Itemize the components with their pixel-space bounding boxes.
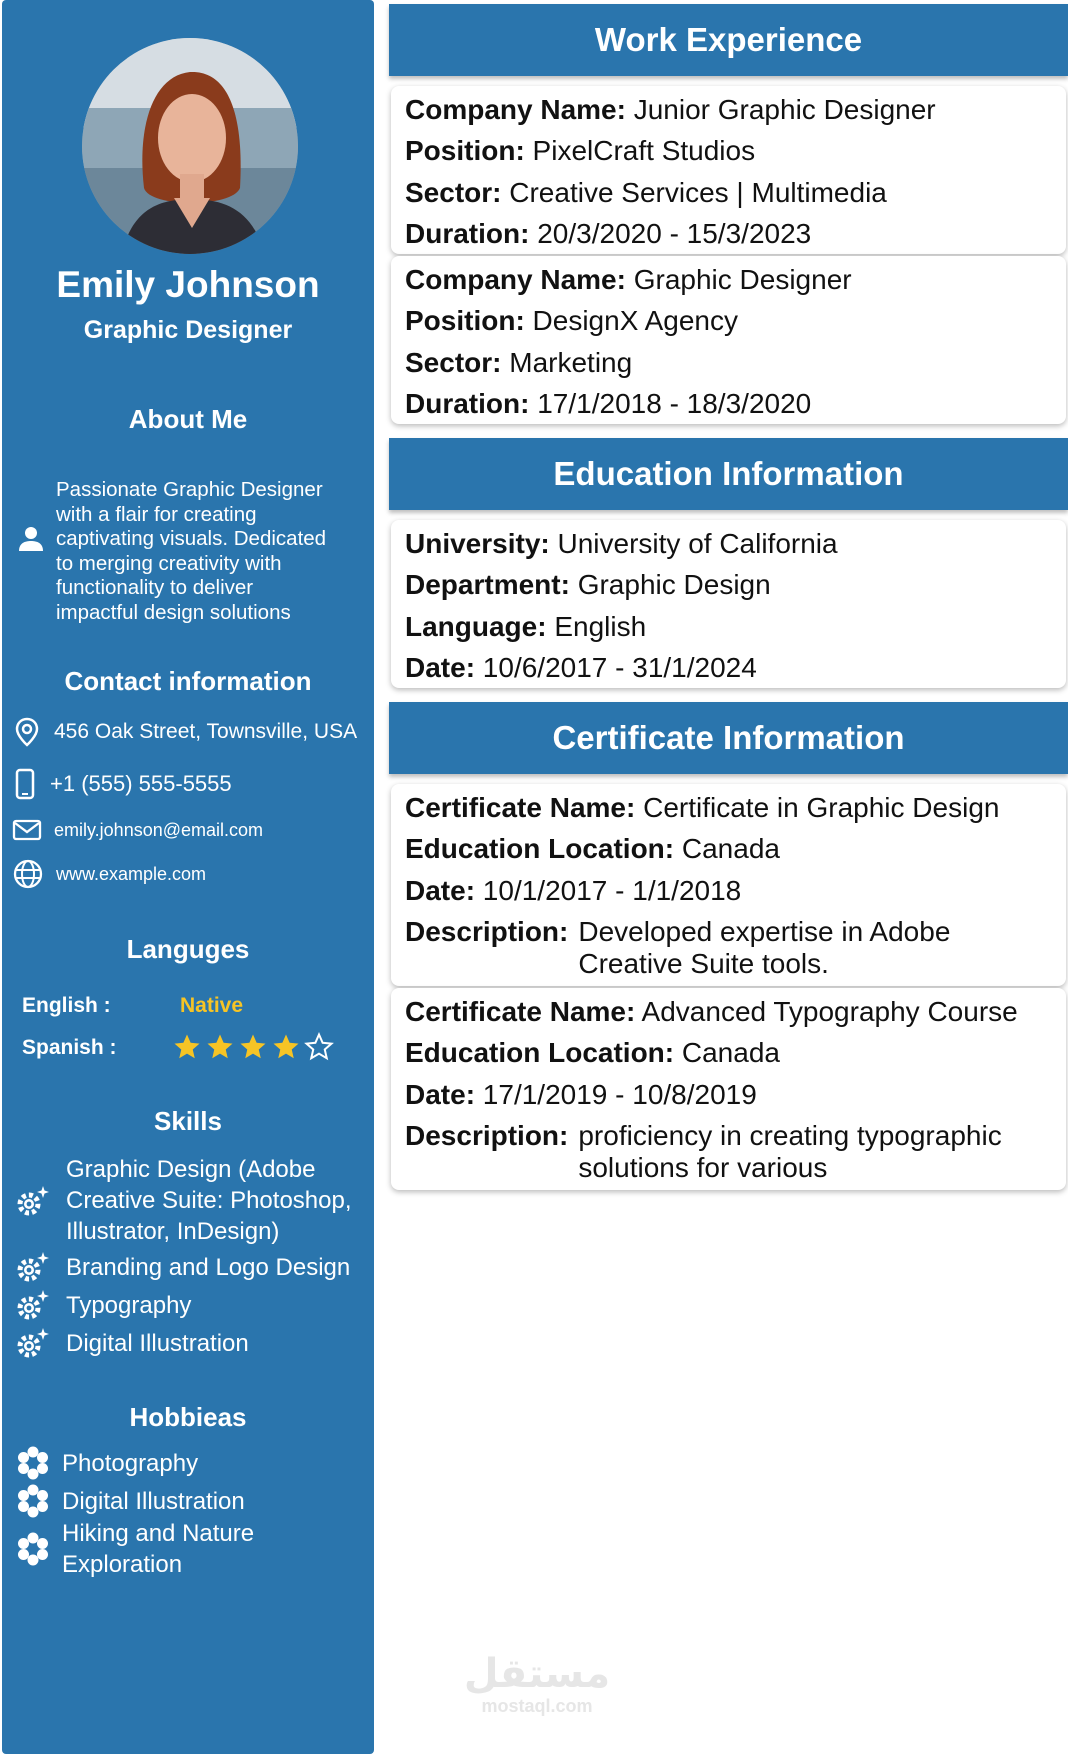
globe-icon xyxy=(12,858,44,890)
sidebar xyxy=(2,0,374,1754)
university-value: University of California xyxy=(557,528,838,559)
watermark-latin: mostaql.com xyxy=(481,1696,593,1716)
hobby-line: Hiking and Nature xyxy=(62,1520,255,1547)
email-text: emily.johnson@email.com xyxy=(54,819,264,840)
mostaql-watermark xyxy=(462,1652,612,1717)
language-spanish-rating xyxy=(172,1032,334,1062)
skill-item xyxy=(14,1248,350,1286)
date-label: Date: xyxy=(405,1079,476,1110)
address-text: 456 Oak Street, Townsville, USA xyxy=(54,720,358,743)
about-line: captivating visuals. Dedicated xyxy=(56,527,327,550)
university-label: University: xyxy=(405,528,550,559)
education-heading: Education Information xyxy=(389,438,1068,510)
hobby-item xyxy=(14,1518,254,1580)
certificate-name-label: Certificate Name: xyxy=(405,792,636,823)
about-line: with a flair for creating xyxy=(56,502,257,526)
position-label: Position: xyxy=(405,305,525,336)
description-line: Developed expertise in Adobe xyxy=(578,916,951,947)
sector-label: Sector: xyxy=(405,177,502,208)
education-entry xyxy=(391,520,1066,688)
skill-text: Digital Illustration xyxy=(66,1329,249,1357)
company-value: Junior Graphic Designer xyxy=(633,94,936,125)
certificate-name-value: Certificate in Graphic Design xyxy=(643,792,1000,823)
phone-text: +1 (555) 555-5555 xyxy=(50,771,232,796)
position-label: Position: xyxy=(405,135,525,166)
duration-value: 20/3/2020 - 15/3/2023 xyxy=(537,218,812,249)
star-filled-icon xyxy=(205,1032,235,1062)
description-value xyxy=(578,916,1038,980)
website-text: www.example.com xyxy=(56,863,207,884)
company-label: Company Name: xyxy=(405,94,626,125)
location-label: Education Location: xyxy=(405,1037,675,1068)
position-value: PixelCraft Studios xyxy=(532,135,756,166)
location-value: Canada xyxy=(681,1037,780,1068)
hobbies-heading: Hobbieas xyxy=(129,1402,247,1432)
profile-title: Graphic Designer xyxy=(83,316,293,344)
envelope-icon xyxy=(12,818,42,842)
about-line: functionality to deliver xyxy=(56,576,254,599)
date-label: Date: xyxy=(405,652,476,683)
star-filled-icon xyxy=(172,1032,202,1062)
skill-line: Creative Suite: Photoshop, xyxy=(66,1187,352,1214)
description-label: Description: xyxy=(405,1120,569,1151)
description xyxy=(405,1120,1038,1184)
contact-phone[interactable] xyxy=(12,768,232,800)
location-label: Education Location: xyxy=(405,833,675,864)
position-value: DesignX Agency xyxy=(532,305,739,336)
work-entry xyxy=(391,256,1066,424)
skill-line: Graphic Design (Adobe xyxy=(66,1156,316,1183)
certificate-entry xyxy=(391,988,1066,1190)
date-value: 10/1/2017 - 1/1/2018 xyxy=(482,875,742,906)
contact-heading: Contact information xyxy=(64,666,312,696)
language-value: English xyxy=(554,611,647,642)
gear-sparkle-icon xyxy=(14,1182,52,1220)
skill-line: Illustrator, InDesign) xyxy=(66,1218,280,1245)
flower-icon xyxy=(14,1530,52,1568)
star-filled-icon xyxy=(238,1032,268,1062)
duration-label: Duration: xyxy=(405,218,530,249)
company-value: Graphic Designer xyxy=(633,264,852,295)
skill-text: Branding and Logo Design xyxy=(66,1253,351,1281)
company-label: Company Name: xyxy=(405,264,626,295)
language-label: Language: xyxy=(405,611,547,642)
duration-value: 17/1/2018 - 18/3/2020 xyxy=(537,388,812,419)
date-label: Date: xyxy=(405,875,476,906)
description-line: proficiency in creating typographic xyxy=(578,1120,1002,1151)
sector-label: Sector: xyxy=(405,347,502,378)
hobby-item xyxy=(14,1482,245,1520)
description xyxy=(405,916,1038,980)
language-english-label: English : xyxy=(22,994,111,1017)
about-text xyxy=(56,478,366,625)
location-value: Canada xyxy=(681,833,780,864)
contact-website[interactable] xyxy=(12,858,206,890)
languages-heading: Languges xyxy=(126,934,250,964)
description-value xyxy=(578,1120,1038,1184)
sector-value: Creative Services | Multimedia xyxy=(509,177,887,208)
gear-sparkle-icon xyxy=(14,1248,52,1286)
department-label: Department: xyxy=(405,569,570,600)
about-line: to merging creativity with xyxy=(56,551,282,575)
certificate-entry xyxy=(391,784,1066,986)
description-label: Description: xyxy=(405,916,569,947)
skills-heading: Skills xyxy=(154,1106,222,1136)
hobby-text: Photography xyxy=(62,1449,199,1477)
about-line: Passionate Graphic Designer xyxy=(56,478,323,501)
skill-item xyxy=(14,1154,352,1247)
work-heading: Work Experience xyxy=(389,4,1068,76)
about-heading: About Me xyxy=(128,404,248,434)
star-filled-icon xyxy=(271,1032,301,1062)
skill-item xyxy=(14,1324,249,1362)
description-line: solutions for various xyxy=(578,1152,828,1183)
star-empty-icon xyxy=(304,1032,334,1062)
date-value: 17/1/2019 - 10/8/2019 xyxy=(482,1079,757,1110)
language-english-level: Native xyxy=(180,994,244,1017)
hobby-line: Exploration xyxy=(62,1551,183,1578)
profile-name: Emily Johnson xyxy=(56,264,320,305)
skill-text xyxy=(66,1154,352,1247)
about-line: impactful design solutions xyxy=(56,600,291,624)
certificate-name-label: Certificate Name: xyxy=(405,996,636,1027)
contact-email[interactable] xyxy=(12,818,263,842)
phone-icon xyxy=(12,768,38,800)
work-entry xyxy=(391,86,1066,254)
hobby-text: Digital Illustration xyxy=(62,1487,245,1515)
skill-text: Typography xyxy=(66,1291,192,1319)
department-value: Graphic Design xyxy=(577,569,771,600)
language-spanish-label: Spanish : xyxy=(22,1036,117,1059)
contact-address xyxy=(12,716,357,748)
person-icon xyxy=(16,524,46,554)
watermark-arabic: مستقل xyxy=(463,1652,611,1696)
hobby-text xyxy=(62,1518,254,1580)
date-value: 10/6/2017 - 31/1/2024 xyxy=(482,652,757,683)
sector-value: Marketing xyxy=(509,347,633,378)
flower-icon xyxy=(14,1482,52,1520)
certificate-name-value: Advanced Typography Course xyxy=(641,996,1018,1027)
certificate-heading: Certificate Information xyxy=(389,702,1068,774)
profile-photo xyxy=(82,38,298,254)
gear-sparkle-icon xyxy=(14,1286,52,1324)
gear-sparkle-icon xyxy=(14,1324,52,1362)
hobby-item xyxy=(14,1444,198,1482)
skill-item xyxy=(14,1286,191,1324)
flower-icon xyxy=(14,1444,52,1482)
location-pin-icon xyxy=(12,716,42,748)
duration-label: Duration: xyxy=(405,388,530,419)
description-line: Creative Suite tools. xyxy=(578,948,829,979)
